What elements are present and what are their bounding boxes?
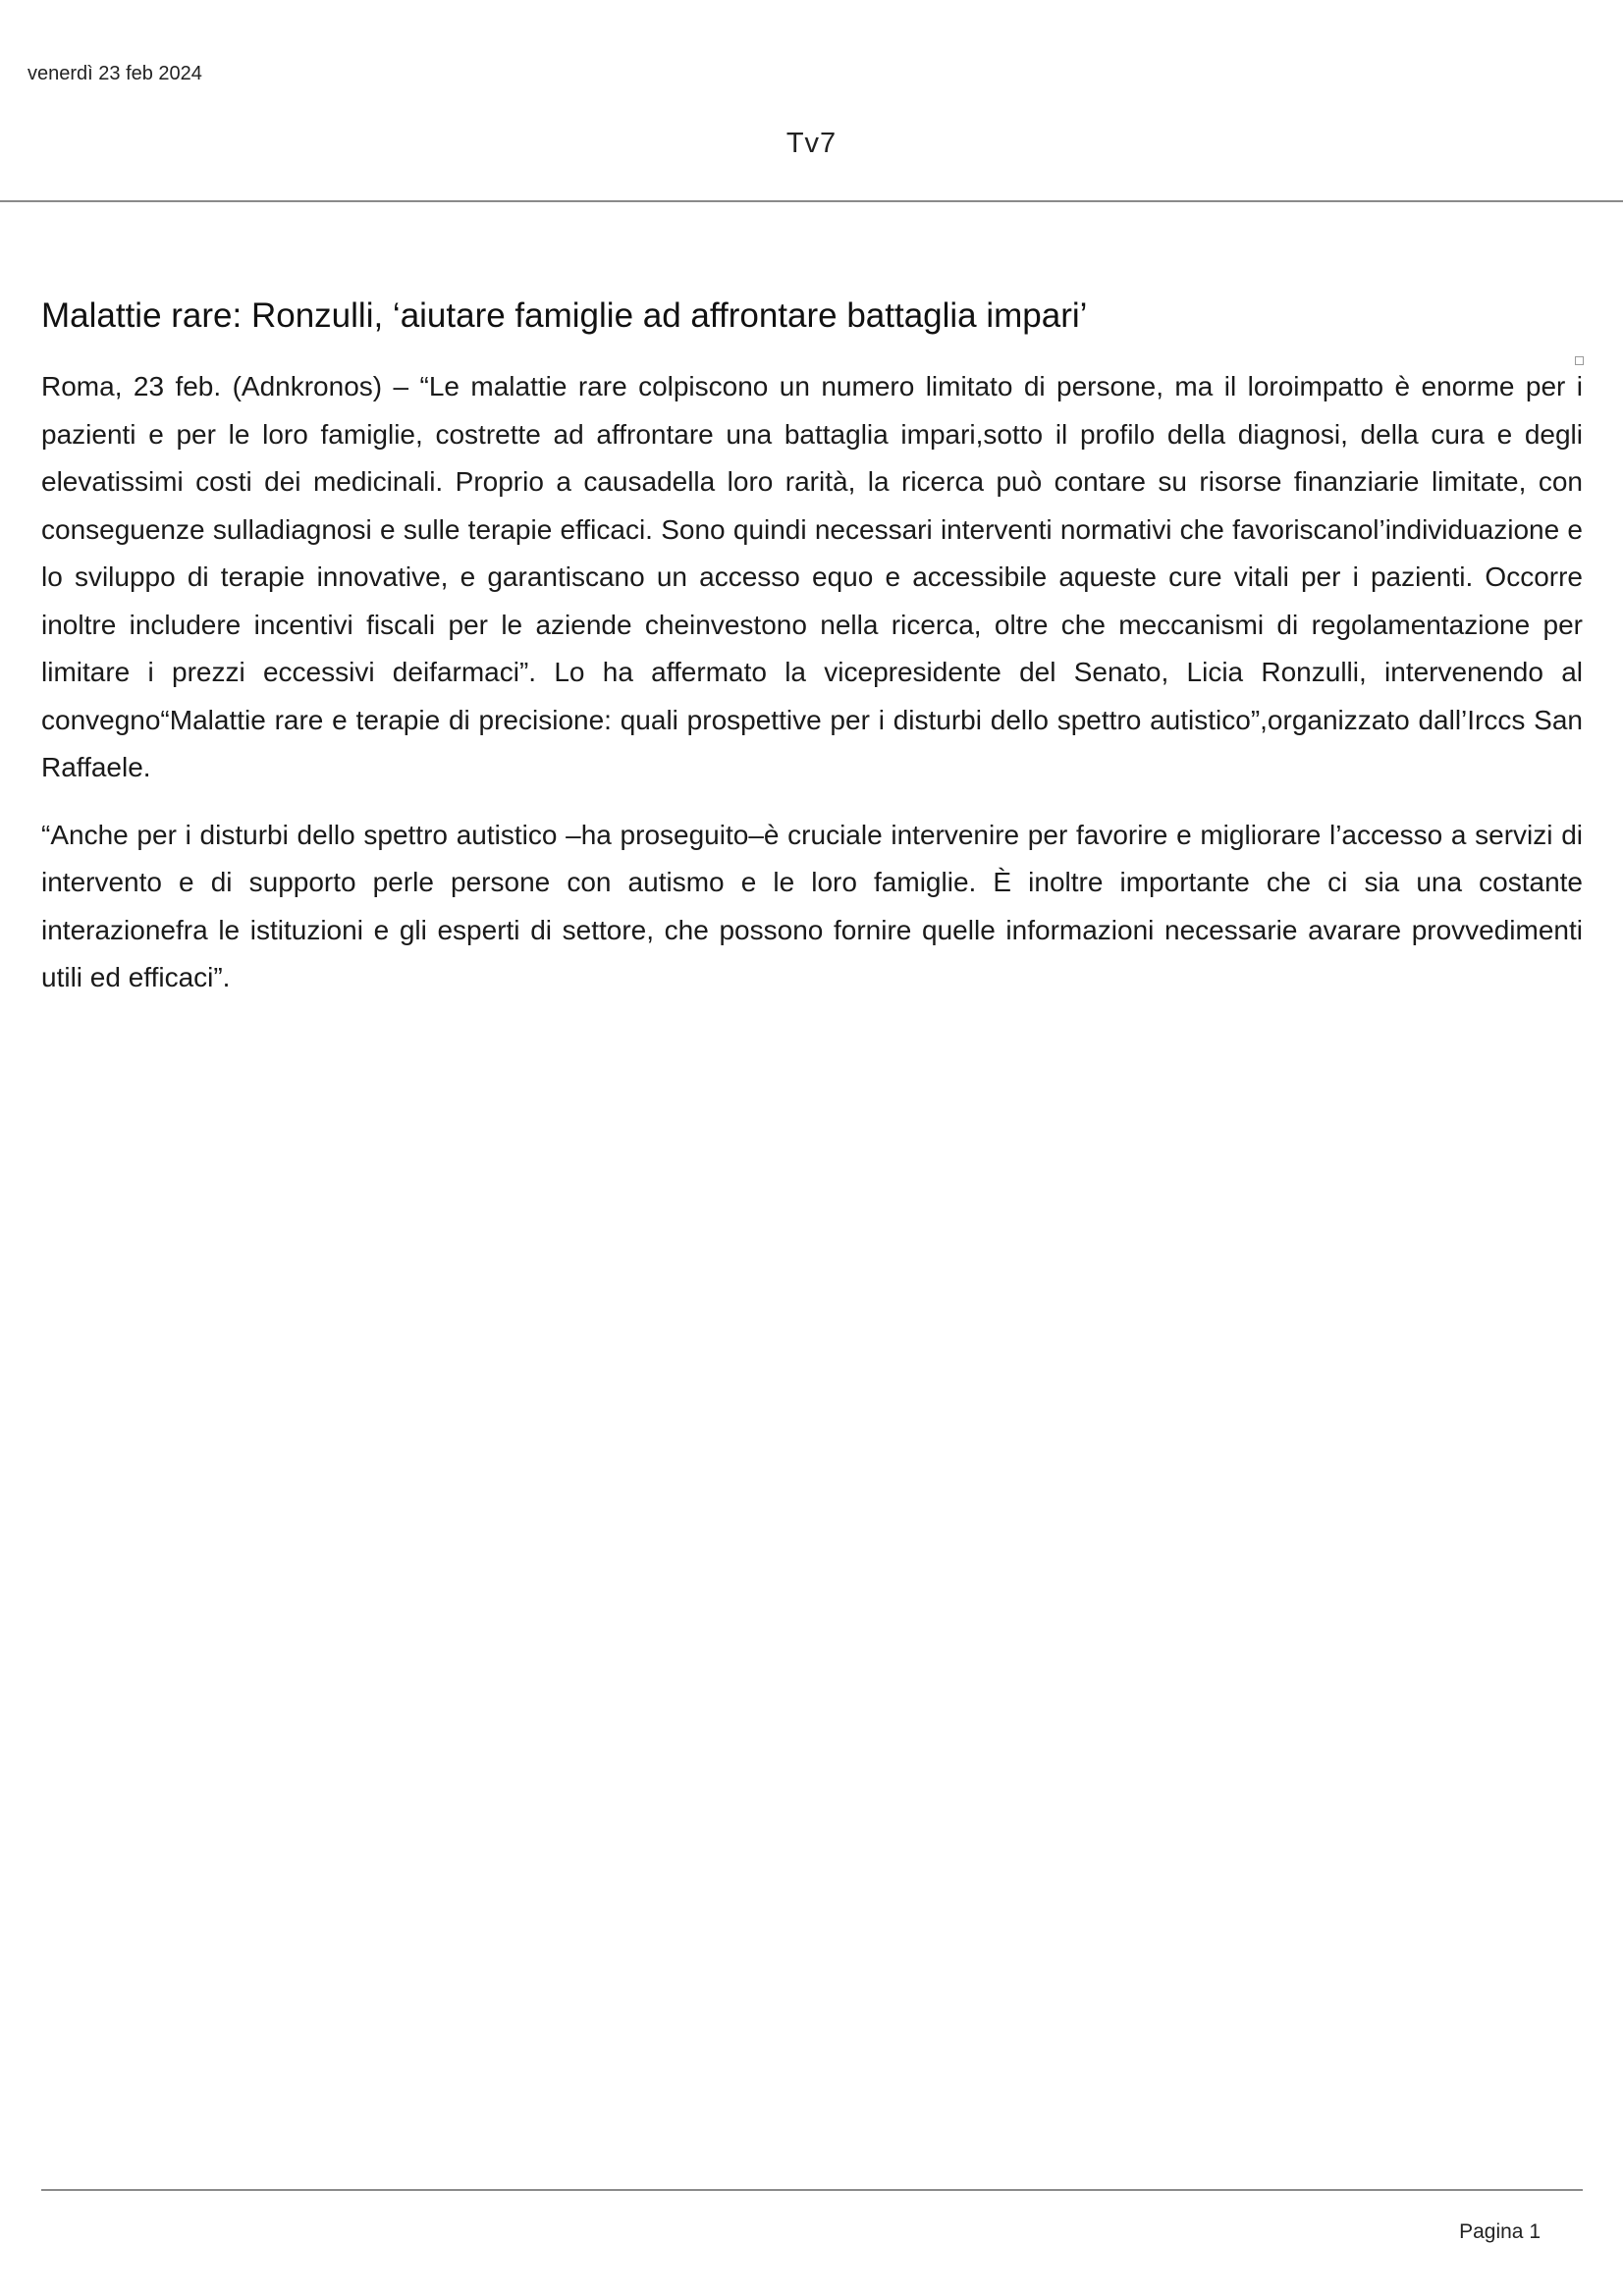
article-paragraph-1: Roma, 23 feb. (Adnkronos) – “Le malattie rare colpiscono un numero limitato di persone, ma il loroimpatto è enorme per i pazienti e per le loro famiglie, costrette ad affrontare una battaglia impari,sotto il profilo della diagnosi, della cura e degli elevatissimi costi dei medicinali. Proprio a causadella loro rarità, la ricerca può contare su risorse finanziarie limitate, con conseguenze sulladiagnosi e sulle terapie efficaci. Sono quindi necessari interventi normativi che favoriscanol’individuazione e lo sviluppo di terapie innovative, e garantiscano un accesso equo e accessibile aqueste cure vitali per i pazienti. Occorre inoltre includere incentivi fiscali per le aziende cheinvestono nella ricerca, oltre che meccanismi di regolamentazione per limitare i prezzi eccessivi deifarmaci”. Lo ha affermato la vicepresidente del Senato, Licia Ronzulli, intervenendo al convegno“Malattie rare e terapie di precisione: quali prospettive per i disturbi dello spettro autistico”,organizzato dall’Irccs San Raffaele.	[41, 371, 1583, 782]
header-divider	[0, 200, 1623, 202]
footer-divider	[41, 2189, 1583, 2191]
article-paragraph-2: “Anche per i disturbi dello spettro autistico –ha proseguito–è cruciale intervenire per favorire e migliorare l’accesso a servizi di intervento e di supporto perle persone con autismo e le loro famiglie. È inoltre importante che ci sia una costante interazionefra le istituzioni e gli esperti di settore, che possono fornire quelle informazioni necessarie avarare provvedimenti utili ed efficaci”.	[41, 819, 1583, 992]
article-title: Malattie rare: Ronzulli, ‘aiutare famiglie ad affrontare battaglia impari’	[41, 296, 1088, 335]
article	[41, 293, 1583, 1022]
date-label: venerdì 23 feb 2024	[27, 63, 202, 84]
source-name: Tv7	[785, 128, 838, 159]
page-number: Pagina 1	[1459, 2220, 1541, 2243]
